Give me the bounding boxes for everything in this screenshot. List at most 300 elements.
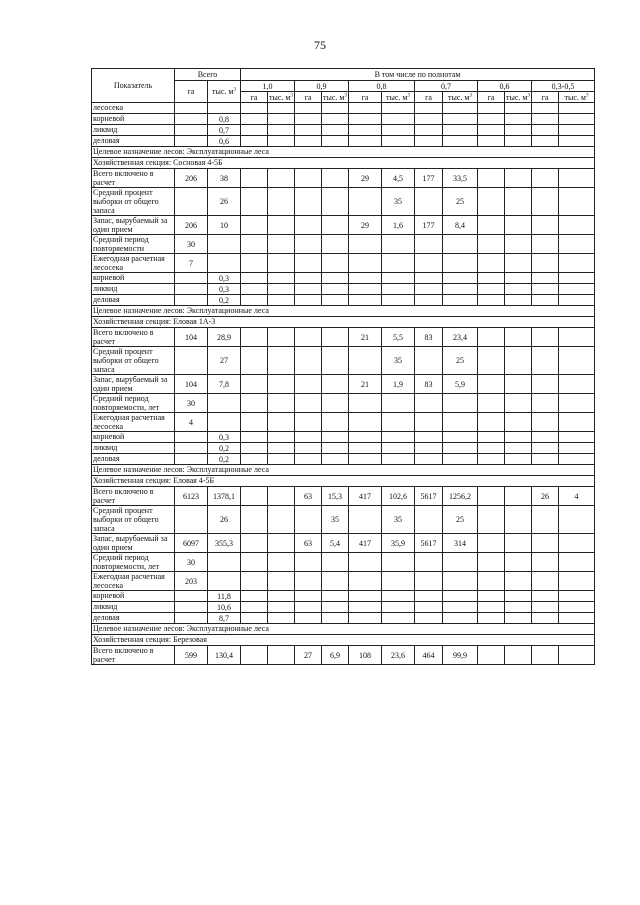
table-cell — [559, 432, 595, 443]
table-cell — [268, 572, 295, 591]
table-cell — [268, 454, 295, 465]
table-cell — [415, 284, 443, 295]
table-row — [92, 114, 595, 125]
table-cell — [415, 591, 443, 602]
table-cell — [532, 534, 559, 553]
table-cell — [349, 235, 382, 254]
table-cell — [478, 136, 505, 147]
table-cell — [505, 216, 532, 235]
table-cell — [532, 454, 559, 465]
table-cell — [349, 295, 382, 306]
table-cell — [415, 443, 443, 454]
cutting-area-table — [91, 68, 595, 665]
table-cell — [559, 216, 595, 235]
table-cell — [295, 553, 322, 572]
table-cell — [208, 572, 241, 591]
table-cell: 4 — [175, 413, 208, 432]
table-row — [92, 432, 595, 443]
table-row — [92, 591, 595, 602]
table-cell — [322, 295, 349, 306]
row-label: деловая — [92, 295, 175, 306]
table-cell — [322, 375, 349, 394]
table-row — [92, 413, 595, 432]
table-cell: 0,3 — [208, 284, 241, 295]
table-cell — [478, 394, 505, 413]
table-cell — [505, 375, 532, 394]
table-cell — [208, 254, 241, 273]
table-cell: 104 — [175, 328, 208, 347]
table-cell — [349, 136, 382, 147]
table-cell — [415, 347, 443, 375]
table-cell — [268, 394, 295, 413]
table-cell — [382, 572, 415, 591]
table-cell — [532, 273, 559, 284]
table-cell — [175, 591, 208, 602]
table-cell — [443, 572, 478, 591]
table-cell: 10 — [208, 216, 241, 235]
table-cell — [415, 413, 443, 432]
row-label: Средний процент выборки от общего запаса — [92, 347, 175, 375]
table-cell — [241, 136, 268, 147]
row-label: ликвид — [92, 602, 175, 613]
table-cell — [349, 103, 382, 114]
header-total: Всего — [175, 69, 241, 81]
table-cell: 1,9 — [382, 375, 415, 394]
table-row — [92, 553, 595, 572]
table-cell — [478, 487, 505, 506]
table-cell — [175, 347, 208, 375]
table-cell — [382, 413, 415, 432]
table-cell — [478, 613, 505, 624]
table-cell — [322, 284, 349, 295]
table-cell — [505, 103, 532, 114]
table-cell — [443, 454, 478, 465]
table-cell — [559, 443, 595, 454]
table-cell — [349, 114, 382, 125]
table-cell — [382, 273, 415, 284]
header-unit-ha: га — [532, 92, 559, 103]
table-cell: 0,2 — [208, 295, 241, 306]
table-cell — [295, 295, 322, 306]
table-cell: 6123 — [175, 487, 208, 506]
table-cell — [295, 347, 322, 375]
table-cell — [443, 413, 478, 432]
table-cell — [322, 591, 349, 602]
table-cell — [559, 646, 595, 665]
table-cell — [505, 534, 532, 553]
table-cell — [241, 235, 268, 254]
section-title: Хозяйственная секция: Березовая — [92, 635, 595, 646]
header-density-3: 0,7 — [415, 81, 478, 92]
table-cell — [268, 216, 295, 235]
table-cell — [175, 103, 208, 114]
table-cell — [415, 295, 443, 306]
table-cell — [532, 235, 559, 254]
table-cell — [478, 646, 505, 665]
table-cell — [322, 188, 349, 216]
table-cell — [382, 553, 415, 572]
table-cell — [532, 613, 559, 624]
table-cell: 0,2 — [208, 454, 241, 465]
table-cell — [478, 375, 505, 394]
table-cell — [295, 273, 322, 284]
table-cell: 5617 — [415, 534, 443, 553]
table-cell: 108 — [349, 646, 382, 665]
row-label: деловая — [92, 454, 175, 465]
table-row — [92, 534, 595, 553]
table-cell — [505, 506, 532, 534]
table-cell — [415, 454, 443, 465]
table-cell — [559, 188, 595, 216]
table-row — [92, 273, 595, 284]
table-cell: 4,5 — [382, 169, 415, 188]
header-density-2: 0,8 — [349, 81, 415, 92]
table-cell — [295, 375, 322, 394]
table-cell: 27 — [208, 347, 241, 375]
table-cell — [415, 432, 443, 443]
table-cell — [382, 103, 415, 114]
table-cell — [268, 591, 295, 602]
table-cell — [505, 553, 532, 572]
table-cell — [349, 413, 382, 432]
table-cell — [349, 254, 382, 273]
table-cell — [505, 125, 532, 136]
table-cell: 30 — [175, 394, 208, 413]
table-cell: 0,3 — [208, 432, 241, 443]
table-cell — [322, 254, 349, 273]
table-row — [92, 646, 595, 665]
table-cell — [241, 443, 268, 454]
table-cell: 1256,2 — [443, 487, 478, 506]
table-cell — [349, 432, 382, 443]
table-cell — [505, 432, 532, 443]
table-cell: 314 — [443, 534, 478, 553]
table-cell — [532, 216, 559, 235]
table-cell — [241, 602, 268, 613]
table-cell — [322, 125, 349, 136]
table-cell — [295, 169, 322, 188]
table-cell: 15,3 — [322, 487, 349, 506]
table-cell — [295, 254, 322, 273]
table-cell — [478, 114, 505, 125]
table-cell — [349, 613, 382, 624]
section-title: Целевое назначение лесов: Эксплуатационные леса — [92, 465, 595, 476]
table-cell — [241, 454, 268, 465]
table-cell — [295, 591, 322, 602]
table-cell — [443, 103, 478, 114]
table-cell — [532, 328, 559, 347]
table-cell — [241, 394, 268, 413]
table-cell — [443, 613, 478, 624]
table-cell: 35 — [382, 347, 415, 375]
table-cell — [241, 328, 268, 347]
table-cell: 30 — [175, 235, 208, 254]
table-cell — [175, 136, 208, 147]
table-cell — [443, 394, 478, 413]
table-cell — [241, 347, 268, 375]
table-row — [92, 572, 595, 591]
table-cell — [559, 613, 595, 624]
table-cell — [322, 553, 349, 572]
table-cell: 35 — [382, 506, 415, 534]
table-cell — [415, 125, 443, 136]
table-cell — [322, 347, 349, 375]
table-cell: 5,5 — [382, 328, 415, 347]
table-cell — [478, 103, 505, 114]
table-cell — [532, 553, 559, 572]
table-cell — [382, 454, 415, 465]
row-label: Средний период повторяемости, лет — [92, 553, 175, 572]
table-cell — [175, 125, 208, 136]
table-cell — [478, 254, 505, 273]
section-row — [92, 306, 595, 317]
table-cell — [478, 188, 505, 216]
table-cell — [175, 602, 208, 613]
table-cell — [175, 273, 208, 284]
table-cell — [559, 454, 595, 465]
table-cell — [268, 432, 295, 443]
table-cell: 0,2 — [208, 443, 241, 454]
table-cell — [295, 432, 322, 443]
table-cell — [532, 646, 559, 665]
table-cell — [322, 602, 349, 613]
table-cell — [241, 572, 268, 591]
table-row — [92, 443, 595, 454]
table-cell — [478, 273, 505, 284]
table-cell — [241, 188, 268, 216]
table-cell — [415, 103, 443, 114]
table-cell — [295, 602, 322, 613]
table-cell — [532, 591, 559, 602]
row-label: корневой — [92, 591, 175, 602]
table-cell — [268, 136, 295, 147]
table-cell — [559, 136, 595, 147]
table-row — [92, 235, 595, 254]
table-cell — [268, 506, 295, 534]
header-unit-ha: га — [241, 92, 268, 103]
table-cell — [349, 284, 382, 295]
table-cell — [241, 646, 268, 665]
table-cell — [415, 188, 443, 216]
table-row — [92, 613, 595, 624]
table-cell: 35 — [382, 188, 415, 216]
table-cell — [559, 328, 595, 347]
table-cell: 104 — [175, 375, 208, 394]
table-cell — [295, 613, 322, 624]
table-cell — [478, 534, 505, 553]
table-cell — [322, 103, 349, 114]
table-cell — [478, 347, 505, 375]
table-row — [92, 188, 595, 216]
table-cell — [175, 613, 208, 624]
table-row — [92, 295, 595, 306]
table-cell: 355,3 — [208, 534, 241, 553]
table-cell: 83 — [415, 328, 443, 347]
table-cell — [175, 506, 208, 534]
table-cell — [268, 347, 295, 375]
section-row — [92, 317, 595, 328]
table-row — [92, 506, 595, 534]
table-cell: 0,8 — [208, 114, 241, 125]
table-row — [92, 125, 595, 136]
table-row — [92, 602, 595, 613]
section-title: Целевое назначение лесов: Эксплуатационные леса — [92, 624, 595, 635]
table-cell — [295, 103, 322, 114]
section-row — [92, 158, 595, 169]
table-cell: 6,9 — [322, 646, 349, 665]
table-cell — [349, 602, 382, 613]
row-label: Ежегодная расчетная лесосека — [92, 413, 175, 432]
table-cell: 130,4 — [208, 646, 241, 665]
table-cell — [532, 432, 559, 443]
table-cell — [241, 413, 268, 432]
section-row — [92, 624, 595, 635]
table-cell — [478, 591, 505, 602]
table-cell — [532, 602, 559, 613]
table-cell — [415, 254, 443, 273]
table-cell — [505, 114, 532, 125]
table-cell — [208, 103, 241, 114]
table-cell: 26 — [208, 188, 241, 216]
table-cell — [208, 553, 241, 572]
header-density-0: 1,0 — [241, 81, 295, 92]
table-cell — [559, 375, 595, 394]
table-cell — [532, 347, 559, 375]
table-cell — [295, 328, 322, 347]
header-indicator: Показатель — [92, 69, 175, 103]
row-label: деловая — [92, 613, 175, 624]
table-cell — [443, 125, 478, 136]
header-density-1: 0,9 — [295, 81, 349, 92]
table-cell — [268, 602, 295, 613]
header-unit-vol: тыс. $м^3$ — [269, 92, 293, 102]
row-label: ликвид — [92, 284, 175, 295]
table-cell: 35,9 — [382, 534, 415, 553]
table-cell — [295, 284, 322, 295]
table-cell — [443, 114, 478, 125]
table-cell — [443, 136, 478, 147]
table-cell — [559, 235, 595, 254]
table-row — [92, 454, 595, 465]
table-cell — [175, 114, 208, 125]
table-row — [92, 216, 595, 235]
table-cell — [268, 328, 295, 347]
table-cell — [415, 273, 443, 284]
table-row — [92, 328, 595, 347]
table-cell: 33,5 — [443, 169, 478, 188]
table-cell — [559, 572, 595, 591]
table-cell — [478, 216, 505, 235]
table-cell — [478, 169, 505, 188]
table-row — [92, 284, 595, 295]
table-cell: 25 — [443, 188, 478, 216]
table-cell — [268, 553, 295, 572]
table-cell — [478, 443, 505, 454]
table-cell — [532, 394, 559, 413]
table-cell — [505, 284, 532, 295]
table-cell — [268, 487, 295, 506]
table-cell — [559, 534, 595, 553]
table-cell — [268, 114, 295, 125]
table-cell — [349, 273, 382, 284]
table-cell — [505, 646, 532, 665]
table-cell — [241, 273, 268, 284]
header-unit-vol: тыс. $м^3$ — [382, 92, 415, 103]
table-cell — [382, 432, 415, 443]
table-cell — [268, 375, 295, 394]
table-cell — [295, 136, 322, 147]
table-cell — [559, 506, 595, 534]
table-cell — [322, 572, 349, 591]
row-label: Всего включено в расчет — [92, 487, 175, 506]
table-cell: 0,7 — [208, 125, 241, 136]
table-cell: 5617 — [415, 487, 443, 506]
table-cell: 8,4 — [443, 216, 478, 235]
section-title: Целевое назначение лесов: Эксплуатационные леса — [92, 306, 595, 317]
table-cell — [295, 572, 322, 591]
table-cell — [415, 553, 443, 572]
header-unit-ha: га — [415, 92, 443, 103]
table-cell — [241, 295, 268, 306]
table-cell — [241, 506, 268, 534]
row-label: корневой — [92, 273, 175, 284]
table-cell: 25 — [443, 506, 478, 534]
table-cell — [268, 284, 295, 295]
table-cell: 21 — [349, 328, 382, 347]
table-cell — [349, 506, 382, 534]
table-cell — [532, 103, 559, 114]
table-cell — [532, 413, 559, 432]
table-cell — [443, 602, 478, 613]
table-cell — [559, 273, 595, 284]
table-cell — [349, 572, 382, 591]
table-cell — [322, 235, 349, 254]
table-cell: 35 — [322, 506, 349, 534]
table-cell: 28,9 — [208, 328, 241, 347]
table-cell: 27 — [295, 646, 322, 665]
table-cell — [505, 394, 532, 413]
table-cell — [559, 591, 595, 602]
table-cell — [382, 394, 415, 413]
table-cell — [322, 613, 349, 624]
table-cell — [478, 506, 505, 534]
table-cell — [505, 572, 532, 591]
row-label: Запас, вырубаемый за один прием — [92, 216, 175, 235]
table-cell — [382, 295, 415, 306]
table-row — [92, 347, 595, 375]
table-cell: 10,6 — [208, 602, 241, 613]
section-row — [92, 476, 595, 487]
table-cell — [559, 394, 595, 413]
table-cell — [505, 169, 532, 188]
table-cell: 26 — [532, 487, 559, 506]
row-label: Запас, вырубаемый за один прием — [92, 375, 175, 394]
table-cell — [382, 235, 415, 254]
table-cell — [322, 454, 349, 465]
table-cell — [268, 254, 295, 273]
table-cell — [349, 591, 382, 602]
table-row — [92, 394, 595, 413]
table-row — [92, 103, 595, 114]
table-cell: 38 — [208, 169, 241, 188]
table-cell — [505, 487, 532, 506]
header-unit-vol: тыс. $м^3$ — [559, 92, 595, 103]
table-row — [92, 136, 595, 147]
table-cell — [443, 273, 478, 284]
section-row — [92, 147, 595, 158]
table-cell: 7 — [175, 254, 208, 273]
table-cell — [478, 602, 505, 613]
